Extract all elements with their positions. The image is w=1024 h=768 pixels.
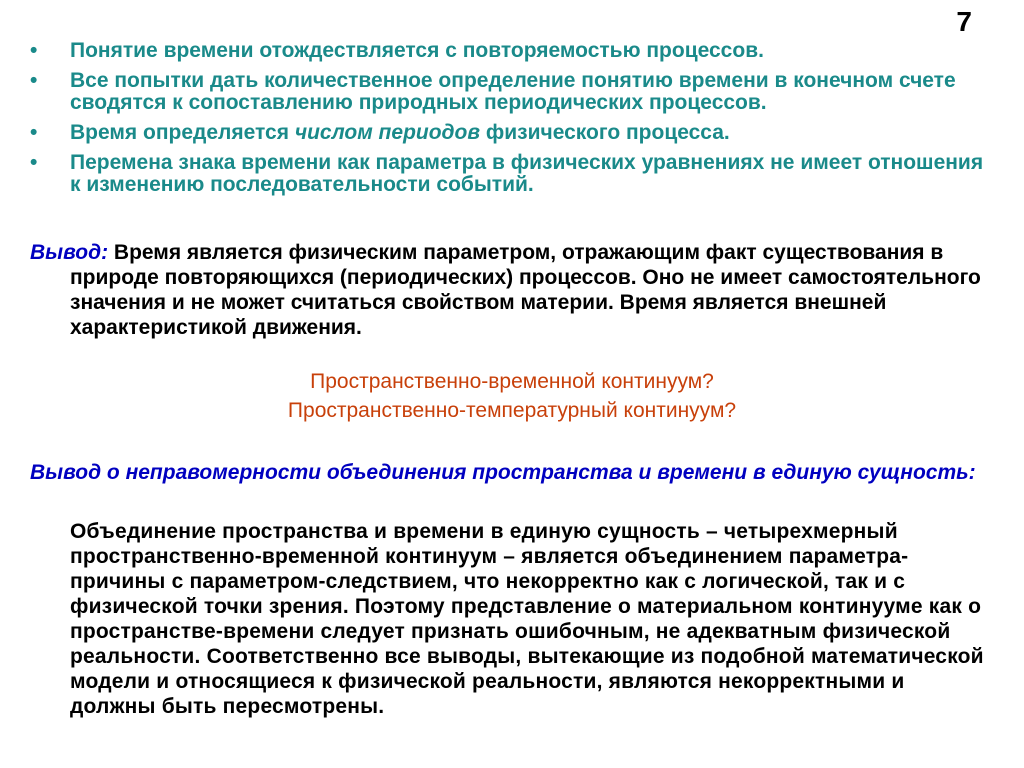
page-number: 7	[956, 6, 972, 37]
bullet-list	[30, 40, 990, 204]
bullet-item	[30, 70, 990, 114]
bullet-item	[30, 152, 990, 196]
bullet-item	[30, 122, 990, 144]
bullet-text: Все попытки дать количественное определение понятию времени в конечном счете сводятся к сопоставлению природных периодических процессов.	[70, 69, 956, 114]
conclusion-heading: Вывод о неправомерности объединения пространства и времени в единую сущность:	[30, 461, 976, 484]
question-line: Пространственно-температурный континуум?	[287, 399, 737, 422]
bullet-text-before: Время определяется	[70, 121, 295, 144]
bullet-text: Перемена знака времени как параметра в физических уравнениях не имеет отношения к изменению последовательности событий.	[70, 151, 984, 196]
question-block	[0, 367, 1024, 425]
question-line: Пространственно-временной континуум?	[310, 370, 714, 393]
conclusion-paragraph	[30, 240, 1024, 340]
conclusion-body: Объединение пространства и времени в единую сущность – четырехмерный пространственно-временной континуум – является объединением параметра-причины с параметром-следствием, что некорректно как с логической, так и с физической точки зрения. Поэтому представление о материальном континууме как о пространстве-времени следует признать ошибочным, не адекватным физической реальности. Соответственно все выводы, вытекающие из подобной математической модели и относящиеся к физической реальности, являются некорректными и должны быть пересмотрены.	[70, 520, 984, 718]
conclusion-text: Время является физическим параметром, отражающим факт существования в природе повторяющихся (периодических) процессов. Оно не имеет самостоятельного значения и не может считаться свойством материи. Время является внешней характеристикой движения.	[70, 241, 981, 339]
bullet-item	[30, 40, 990, 62]
bullet-text-emphasis: числом периодов	[294, 121, 481, 144]
bullet-text-after: физического процесса.	[480, 121, 730, 144]
bullet-text: Понятие времени отождествляется с повторяемостью процессов.	[70, 39, 764, 62]
conclusion-label: Вывод:	[30, 241, 109, 264]
